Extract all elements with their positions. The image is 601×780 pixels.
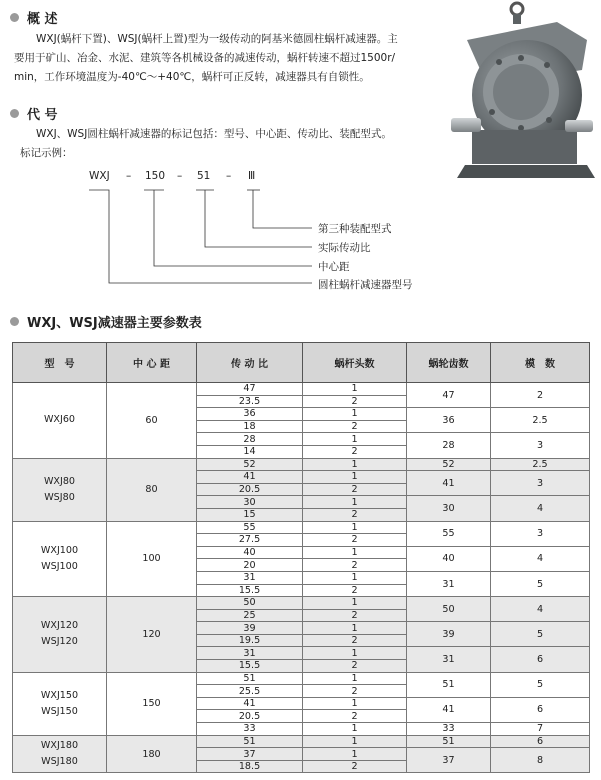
cell-wheel-teeth: 52 — [407, 458, 491, 471]
table-row — [13, 597, 590, 610]
designation-line — [14, 144, 459, 163]
cell-wheel-teeth: 50 — [407, 597, 491, 622]
cell-center-distance: 150 — [107, 672, 197, 735]
cell-ratio: 23.5 — [197, 395, 303, 408]
cell-center-distance: 180 — [107, 735, 197, 773]
model-name: WXJ150 — [40, 689, 79, 701]
bullet-icon — [10, 109, 19, 118]
header-wheel-teeth: 蜗轮齿数 — [407, 343, 491, 383]
label-reducer-model: 圆柱蜗杆减速器型号 — [318, 279, 413, 291]
cell-ratio: 15 — [197, 508, 303, 521]
cell-ratio: 51 — [197, 735, 303, 748]
cell-wheel-teeth: 51 — [407, 735, 491, 748]
overview-line — [14, 68, 459, 87]
cell-worm-starts: 1 — [303, 546, 407, 559]
cell-worm-starts: 1 — [303, 697, 407, 710]
cell-module: 6 — [491, 735, 590, 748]
cell-ratio: 15.5 — [197, 584, 303, 597]
cell-ratio: 33 — [197, 723, 303, 736]
cell-worm-starts: 1 — [303, 622, 407, 635]
cell-module: 3 — [491, 433, 590, 458]
model-name: WSJ180 — [41, 756, 78, 768]
cell-ratio: 55 — [197, 521, 303, 534]
cell-ratio: 28 — [197, 433, 303, 446]
model-name: WSJ80 — [44, 491, 75, 503]
cell-wheel-teeth: 28 — [407, 433, 491, 458]
bullet-icon — [10, 317, 19, 326]
cell-wheel-teeth: 33 — [407, 723, 491, 736]
model-name: WXJ120 — [40, 620, 79, 632]
cell-center-distance: 80 — [107, 458, 197, 521]
cell-wheel-teeth: 39 — [407, 622, 491, 647]
cell-worm-starts: 2 — [303, 508, 407, 521]
cell-wheel-teeth: 51 — [407, 672, 491, 697]
code-part-assembly: Ⅲ — [248, 170, 256, 182]
cell-worm-starts: 2 — [303, 760, 407, 773]
cell-model — [13, 672, 107, 735]
cell-worm-starts: 1 — [303, 735, 407, 748]
model-name: WSJ150 — [41, 705, 78, 717]
table-body — [13, 383, 590, 773]
cell-ratio: 20.5 — [197, 483, 303, 496]
overview-line-text: WXJ(蜗杆下置)、WSJ(蜗杆上置)型为一级传动的阿基米德圆柱蜗杆减速器。主 — [36, 33, 398, 45]
cell-model — [13, 597, 107, 673]
overview-line-text: min，工作环境温度为-40℃～+40℃，蜗杆可正反转，减速器具有自锁性。 — [14, 71, 370, 83]
code-part-ratio: 51 — [197, 170, 211, 182]
label-actual-ratio: 实际传动比 — [318, 242, 371, 254]
header-center-distance: 中 心 距 — [107, 343, 197, 383]
cell-module: 3 — [491, 521, 590, 546]
cell-wheel-teeth: 31 — [407, 571, 491, 596]
cell-module: 7 — [491, 723, 590, 736]
model-name: WSJ120 — [41, 636, 78, 648]
cell-ratio: 20 — [197, 559, 303, 572]
cell-ratio: 39 — [197, 622, 303, 635]
cell-center-distance: 60 — [107, 383, 197, 459]
designation-paragraph — [14, 125, 459, 163]
cell-ratio: 51 — [197, 672, 303, 685]
cell-module: 3 — [491, 471, 590, 496]
cell-worm-starts: 1 — [303, 433, 407, 446]
overview-heading — [10, 8, 58, 27]
cell-module: 2 — [491, 383, 590, 408]
model-name: WXJ180 — [40, 740, 79, 752]
cell-ratio: 25 — [197, 609, 303, 622]
cell-ratio: 31 — [197, 647, 303, 660]
overview-title: 概 述 — [27, 12, 58, 27]
code-dash: – — [126, 170, 132, 182]
cell-worm-starts: 1 — [303, 597, 407, 610]
cell-ratio: 47 — [197, 383, 303, 396]
designation-heading — [10, 104, 58, 123]
cell-ratio: 30 — [197, 496, 303, 509]
table-row — [13, 672, 590, 685]
cell-module: 4 — [491, 597, 590, 622]
cell-ratio: 14 — [197, 445, 303, 458]
cell-worm-starts: 1 — [303, 408, 407, 421]
cell-worm-starts: 1 — [303, 748, 407, 761]
code-dash: – — [226, 170, 232, 182]
cell-ratio: 18 — [197, 420, 303, 433]
header-ratio: 传 动 比 — [197, 343, 303, 383]
cell-ratio: 36 — [197, 408, 303, 421]
cell-ratio: 27.5 — [197, 534, 303, 547]
overview-line-text: 要用于矿山、冶金、水泥、建筑等各机械设备的减速传动，蜗杆转速不超过1500r/ — [14, 52, 396, 64]
cell-ratio: 37 — [197, 748, 303, 761]
cell-module: 4 — [491, 546, 590, 571]
cell-worm-starts: 2 — [303, 395, 407, 408]
cell-wheel-teeth: 37 — [407, 748, 491, 773]
table-row — [13, 458, 590, 471]
model-name: WXJ80 — [43, 475, 76, 487]
cell-module: 2.5 — [491, 458, 590, 471]
table-header-row — [13, 343, 590, 383]
cell-ratio: 25.5 — [197, 685, 303, 698]
designation-line-text: WXJ、WSJ圆柱蜗杆减速器的标记包括：型号、中心距、传动比、装配型式。 — [36, 128, 392, 140]
cell-worm-starts: 1 — [303, 723, 407, 736]
leader-line-assembly — [253, 190, 312, 228]
cell-ratio: 15.5 — [197, 660, 303, 673]
table-title: WXJ、WSJ减速器主要参数表 — [27, 316, 202, 331]
cell-worm-starts: 1 — [303, 471, 407, 484]
cell-ratio: 52 — [197, 458, 303, 471]
cell-worm-starts: 1 — [303, 458, 407, 471]
table-row — [13, 383, 590, 396]
designation-example-label: 标记示例： — [20, 147, 73, 159]
cell-worm-starts: 1 — [303, 571, 407, 584]
cell-ratio: 40 — [197, 546, 303, 559]
model-name: WXJ100 — [40, 544, 79, 556]
leader-line-type — [89, 190, 312, 283]
cell-module: 8 — [491, 748, 590, 773]
cell-center-distance: 120 — [107, 597, 197, 673]
code-dash: – — [177, 170, 183, 182]
header-worm-starts: 蜗杆头数 — [303, 343, 407, 383]
worm-gear-reducer-image — [447, 0, 597, 195]
cell-wheel-teeth: 36 — [407, 408, 491, 433]
cell-worm-starts: 2 — [303, 559, 407, 572]
header-model: 型 号 — [13, 343, 107, 383]
cell-model — [13, 458, 107, 521]
cell-worm-starts: 1 — [303, 672, 407, 685]
cell-wheel-teeth: 40 — [407, 546, 491, 571]
cell-worm-starts: 2 — [303, 710, 407, 723]
cell-worm-starts: 2 — [303, 634, 407, 647]
table-row — [13, 521, 590, 534]
overview-line — [14, 30, 459, 49]
overview-line — [14, 49, 459, 68]
cell-wheel-teeth: 41 — [407, 697, 491, 722]
code-part-center: 150 — [145, 170, 166, 182]
cell-worm-starts: 1 — [303, 647, 407, 660]
cell-ratio: 18.5 — [197, 760, 303, 773]
cell-worm-starts: 2 — [303, 534, 407, 547]
overview-paragraph — [14, 30, 459, 87]
model-name: WXJ60 — [43, 414, 76, 426]
table-row — [13, 735, 590, 748]
designation-title: 代 号 — [27, 108, 58, 123]
cell-center-distance: 100 — [107, 521, 197, 597]
cell-ratio: 19.5 — [197, 634, 303, 647]
cell-module: 5 — [491, 571, 590, 596]
leader-line-ratio — [205, 190, 312, 247]
cell-ratio: 41 — [197, 697, 303, 710]
cell-ratio: 41 — [197, 471, 303, 484]
cell-module: 5 — [491, 622, 590, 647]
cell-module: 6 — [491, 697, 590, 722]
cell-model — [13, 735, 107, 773]
header-module: 模 数 — [491, 343, 590, 383]
bullet-icon — [10, 13, 19, 22]
cell-model — [13, 521, 107, 597]
cell-wheel-teeth: 41 — [407, 471, 491, 496]
cell-worm-starts: 2 — [303, 660, 407, 673]
cell-wheel-teeth: 55 — [407, 521, 491, 546]
cell-worm-starts: 2 — [303, 483, 407, 496]
cell-worm-starts: 1 — [303, 383, 407, 396]
cell-wheel-teeth: 30 — [407, 496, 491, 521]
code-part-type: WXJ — [89, 170, 110, 182]
cell-wheel-teeth: 47 — [407, 383, 491, 408]
cell-ratio: 31 — [197, 571, 303, 584]
cell-model — [13, 383, 107, 459]
cell-module: 5 — [491, 672, 590, 697]
leader-line-center — [154, 190, 312, 266]
cell-worm-starts: 2 — [303, 445, 407, 458]
cell-worm-starts: 1 — [303, 496, 407, 509]
cell-worm-starts: 2 — [303, 420, 407, 433]
cell-ratio: 50 — [197, 597, 303, 610]
cell-module: 6 — [491, 647, 590, 672]
leader-lines — [89, 190, 312, 283]
cell-worm-starts: 2 — [303, 584, 407, 597]
table-heading — [10, 312, 202, 331]
cell-module: 4 — [491, 496, 590, 521]
cell-worm-starts: 2 — [303, 609, 407, 622]
parameter-table — [12, 342, 590, 773]
label-assembly-form: 第三种装配型式 — [318, 223, 392, 235]
designation-line — [14, 125, 459, 144]
model-name: WSJ100 — [41, 560, 78, 572]
cell-worm-starts: 2 — [303, 685, 407, 698]
cell-wheel-teeth: 31 — [407, 647, 491, 672]
cell-module: 2.5 — [491, 408, 590, 433]
cell-ratio: 20.5 — [197, 710, 303, 723]
label-center-distance: 中心距 — [318, 261, 350, 273]
cell-worm-starts: 1 — [303, 521, 407, 534]
